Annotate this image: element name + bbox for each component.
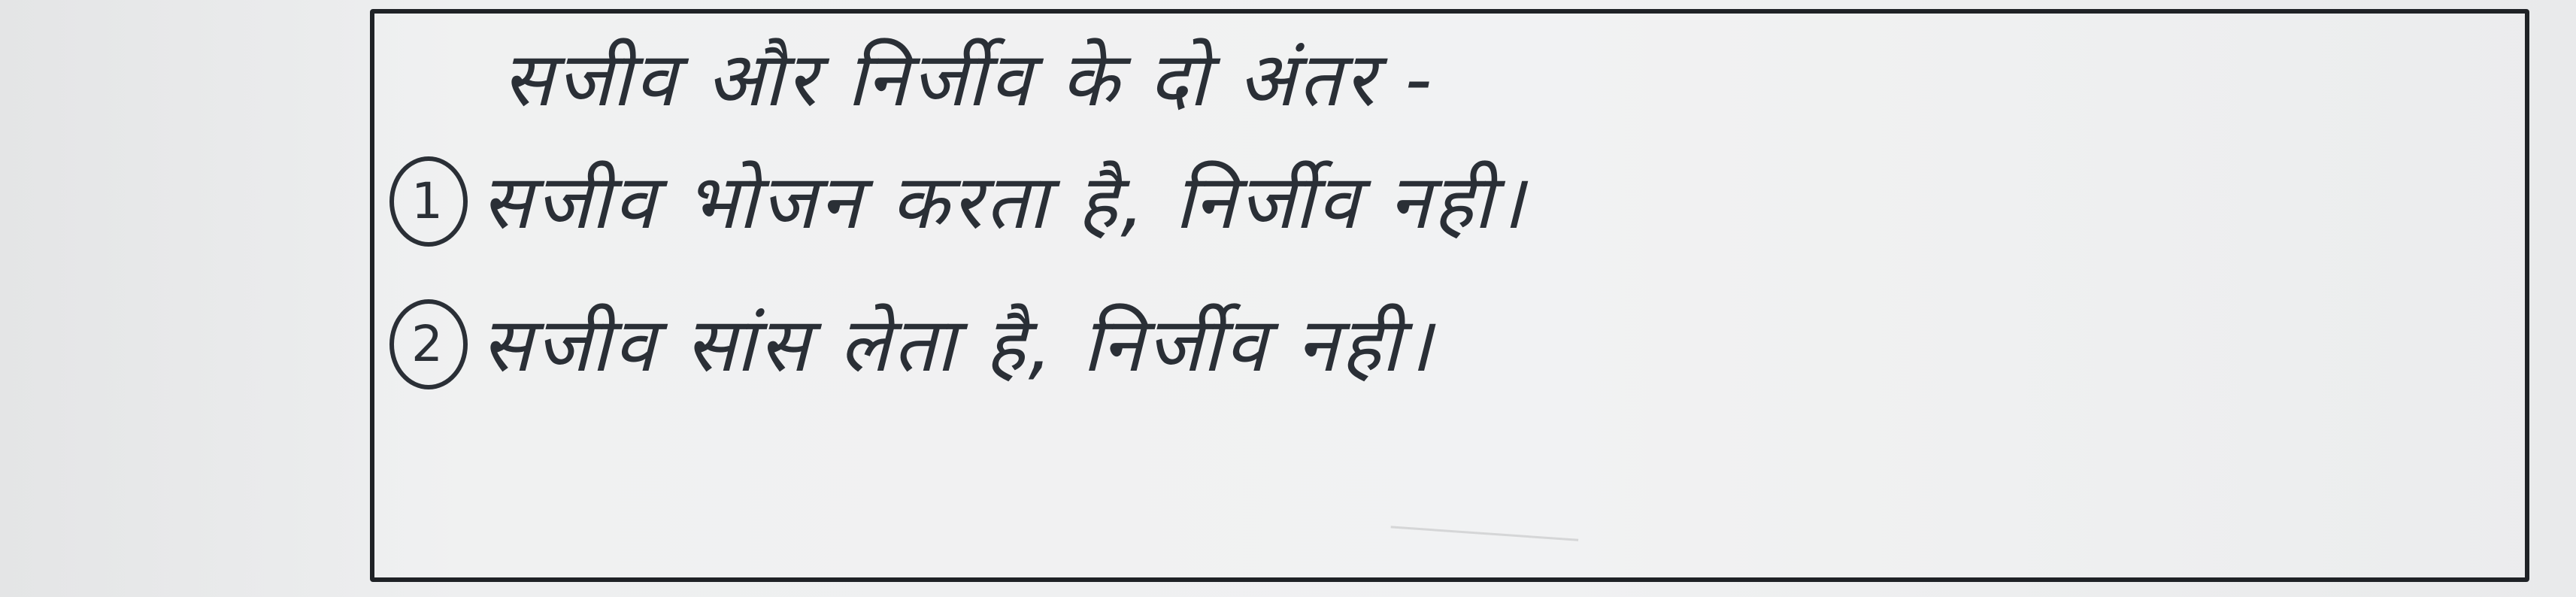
point-text-1: सजीव भोजन करता है, निर्जीव नही।: [481, 157, 1528, 246]
answer-box: [370, 9, 2529, 582]
answer-heading: सजीव और निर्जीव के दो अंतर -: [502, 35, 1435, 123]
faint-pencil-mark: [1389, 526, 1578, 571]
point-number-1: 1: [389, 156, 468, 247]
point-item-2: [389, 299, 1435, 389]
point-item-1: [389, 156, 1527, 247]
point-number-2: 2: [389, 299, 468, 389]
point-text-2: सजीव सांस लेता है, निर्जीव नही।: [481, 300, 1435, 389]
